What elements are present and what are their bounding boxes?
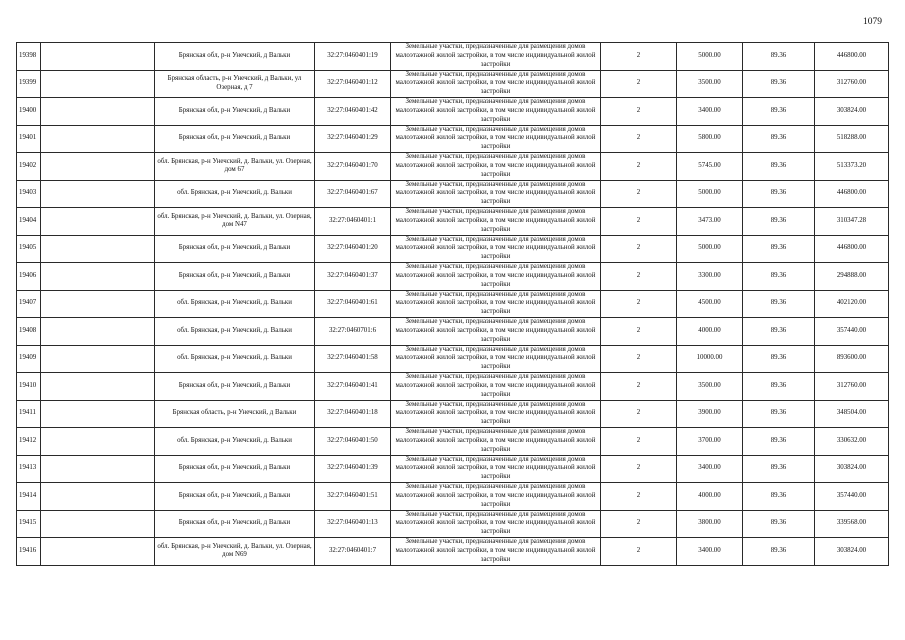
table-row: [17, 180, 889, 208]
record-number: 19405: [17, 235, 41, 263]
area-value: 5000.00: [677, 43, 743, 71]
empty-cell: [41, 483, 155, 511]
rate-value: 89.36: [743, 153, 815, 181]
record-number: 19411: [17, 400, 41, 428]
area-value: 5745.00: [677, 153, 743, 181]
record-number: 19400: [17, 98, 41, 126]
area-value: 3400.00: [677, 455, 743, 483]
land-use-type: Земельные участки, предназначенные для размещения домов малоэтажной жилой застройки, в том числе индивидуальной жилой застройки: [391, 428, 601, 456]
cadastral-value: 310347.28: [815, 208, 889, 236]
area-value: 10000.00: [677, 345, 743, 373]
area-value: 5000.00: [677, 180, 743, 208]
cadastral-value: 330632.00: [815, 428, 889, 456]
area-value: 3300.00: [677, 263, 743, 291]
land-use-type: Земельные участки, предназначенные для размещения домов малоэтажной жилой застройки, в том числе индивидуальной жилой застройки: [391, 318, 601, 346]
land-use-type: Земельные участки, предназначенные для размещения домов малоэтажной жилой застройки, в том числе индивидуальной жилой застройки: [391, 290, 601, 318]
category-code: 2: [601, 455, 677, 483]
land-use-type: Земельные участки, предназначенные для размещения домов малоэтажной жилой застройки, в том числе индивидуальной жилой застройки: [391, 125, 601, 153]
rate-value: 89.36: [743, 455, 815, 483]
category-code: 2: [601, 208, 677, 236]
land-use-type: Земельные участки, предназначенные для размещения домов малоэтажной жилой застройки, в том числе индивидуальной жилой застройки: [391, 483, 601, 511]
cadastral-value: 446800.00: [815, 180, 889, 208]
category-code: 2: [601, 98, 677, 126]
table-row: [17, 98, 889, 126]
page-number: 1079: [863, 17, 882, 27]
table-row: [17, 290, 889, 318]
empty-cell: [41, 235, 155, 263]
category-code: 2: [601, 263, 677, 291]
rate-value: 89.36: [743, 235, 815, 263]
empty-cell: [41, 98, 155, 126]
record-number: 19408: [17, 318, 41, 346]
land-use-type: Земельные участки, предназначенные для размещения домов малоэтажной жилой застройки, в том числе индивидуальной жилой застройки: [391, 345, 601, 373]
cadastral-number: 32:27:0460401:18: [315, 400, 391, 428]
table-row: [17, 345, 889, 373]
address-cell: обл. Брянская, р-н Унечский, д. Вальки: [155, 318, 315, 346]
record-number: 19413: [17, 455, 41, 483]
table-row: [17, 373, 889, 401]
category-code: 2: [601, 180, 677, 208]
rate-value: 89.36: [743, 428, 815, 456]
rate-value: 89.36: [743, 263, 815, 291]
category-code: 2: [601, 43, 677, 71]
rate-value: 89.36: [743, 180, 815, 208]
category-code: 2: [601, 153, 677, 181]
empty-cell: [41, 318, 155, 346]
category-code: 2: [601, 373, 677, 401]
record-number: 19415: [17, 510, 41, 538]
empty-cell: [41, 428, 155, 456]
cadastral-number: 32:27:0460401:67: [315, 180, 391, 208]
table-row: [17, 70, 889, 98]
cadastral-number: 32:27:0460401:19: [315, 43, 391, 71]
land-use-type: Земельные участки, предназначенные для размещения домов малоэтажной жилой застройки, в том числе индивидуальной жилой застройки: [391, 538, 601, 566]
cadastral-value: 446800.00: [815, 235, 889, 263]
cadastral-value: 312760.00: [815, 373, 889, 401]
cadastral-number: 32:27:0460401:50: [315, 428, 391, 456]
rate-value: 89.36: [743, 318, 815, 346]
record-number: 19412: [17, 428, 41, 456]
cadastral-number: 32:27:0460401:7: [315, 538, 391, 566]
rate-value: 89.36: [743, 290, 815, 318]
cadastral-value: 339568.00: [815, 510, 889, 538]
address-cell: обл. Брянская, р-н Унечский, д. Вальки, ул. Озерная, дом N69: [155, 538, 315, 566]
category-code: 2: [601, 400, 677, 428]
table-row: [17, 428, 889, 456]
rate-value: 89.36: [743, 373, 815, 401]
record-number: 19416: [17, 538, 41, 566]
address-cell: обл. Брянская, р-н Унечский, д. Вальки: [155, 428, 315, 456]
land-use-type: Земельные участки, предназначенные для размещения домов малоэтажной жилой застройки, в том числе индивидуальной жилой застройки: [391, 180, 601, 208]
empty-cell: [41, 125, 155, 153]
cadastral-number: 32:27:0460401:37: [315, 263, 391, 291]
area-value: 3500.00: [677, 373, 743, 401]
empty-cell: [41, 70, 155, 98]
empty-cell: [41, 290, 155, 318]
record-number: 19409: [17, 345, 41, 373]
land-use-type: Земельные участки, предназначенные для размещения домов малоэтажной жилой застройки, в том числе индивидуальной жилой застройки: [391, 510, 601, 538]
land-use-type: Земельные участки, предназначенные для размещения домов малоэтажной жилой застройки, в том числе индивидуальной жилой застройки: [391, 98, 601, 126]
land-use-type: Земельные участки, предназначенные для размещения домов малоэтажной жилой застройки, в том числе индивидуальной жилой застройки: [391, 70, 601, 98]
cadastral-number: 32:27:0460401:61: [315, 290, 391, 318]
land-use-type: Земельные участки, предназначенные для размещения домов малоэтажной жилой застройки, в том числе индивидуальной жилой застройки: [391, 455, 601, 483]
record-number: 19402: [17, 153, 41, 181]
table-row: [17, 235, 889, 263]
empty-cell: [41, 345, 155, 373]
empty-cell: [41, 43, 155, 71]
land-use-type: Земельные участки, предназначенные для размещения домов малоэтажной жилой застройки, в том числе индивидуальной жилой застройки: [391, 400, 601, 428]
cadastral-value: 446800.00: [815, 43, 889, 71]
rate-value: 89.36: [743, 70, 815, 98]
area-value: 4000.00: [677, 318, 743, 346]
cadastral-value: 357440.00: [815, 318, 889, 346]
empty-cell: [41, 263, 155, 291]
cadastral-value: 357440.00: [815, 483, 889, 511]
rate-value: 89.36: [743, 345, 815, 373]
record-number: 19398: [17, 43, 41, 71]
table-row: [17, 538, 889, 566]
address-cell: обл. Брянская, р-н Унечский, д. Вальки: [155, 345, 315, 373]
table-row: [17, 125, 889, 153]
cadastral-value: 518288.00: [815, 125, 889, 153]
area-value: 5800.00: [677, 125, 743, 153]
category-code: 2: [601, 428, 677, 456]
table-row: [17, 43, 889, 71]
rate-value: 89.36: [743, 125, 815, 153]
record-number: 19407: [17, 290, 41, 318]
category-code: 2: [601, 510, 677, 538]
cadastral-value: 312760.00: [815, 70, 889, 98]
address-cell: обл. Брянская, р-н Унечский, д. Вальки, ул. Озерная, дом N47: [155, 208, 315, 236]
area-value: 3700.00: [677, 428, 743, 456]
address-cell: Брянская обл, р-н Унечский, д Вальки: [155, 455, 315, 483]
category-code: 2: [601, 345, 677, 373]
empty-cell: [41, 153, 155, 181]
cadastral-number: 32:27:0460401:70: [315, 153, 391, 181]
address-cell: обл. Брянская, р-н Унечский, д. Вальки: [155, 290, 315, 318]
cadastral-number: 32:27:0460401:39: [315, 455, 391, 483]
cadastral-number: 32:27:0460401:1: [315, 208, 391, 236]
land-use-type: Земельные участки, предназначенные для размещения домов малоэтажной жилой застройки, в том числе индивидуальной жилой застройки: [391, 208, 601, 236]
cadastral-value: 303824.00: [815, 98, 889, 126]
cadastral-number: 32:27:0460401:12: [315, 70, 391, 98]
cadastral-number: 32:27:0460401:58: [315, 345, 391, 373]
cadastral-number: 32:27:0460401:41: [315, 373, 391, 401]
table-row: [17, 208, 889, 236]
record-number: 19406: [17, 263, 41, 291]
cadastral-value: 893600.00: [815, 345, 889, 373]
address-cell: Брянская обл, р-н Унечский, д Вальки: [155, 235, 315, 263]
table-row: [17, 455, 889, 483]
address-cell: Брянская обл, р-н Унечский, д Вальки: [155, 483, 315, 511]
record-number: 19404: [17, 208, 41, 236]
cadastral-number: 32:27:0460701:6: [315, 318, 391, 346]
table-row: [17, 510, 889, 538]
table-row: [17, 318, 889, 346]
area-value: 5000.00: [677, 235, 743, 263]
cadastral-value: 402120.00: [815, 290, 889, 318]
area-value: 3800.00: [677, 510, 743, 538]
cadastral-number: 32:27:0460401:51: [315, 483, 391, 511]
empty-cell: [41, 400, 155, 428]
address-cell: Брянская обл, р-н Унечский, д Вальки: [155, 373, 315, 401]
rate-value: 89.36: [743, 43, 815, 71]
cadastral-value: 348504.00: [815, 400, 889, 428]
cadastral-value: 303824.00: [815, 538, 889, 566]
rate-value: 89.36: [743, 400, 815, 428]
land-use-type: Земельные участки, предназначенные для размещения домов малоэтажной жилой застройки, в том числе индивидуальной жилой застройки: [391, 263, 601, 291]
table-row: [17, 483, 889, 511]
empty-cell: [41, 180, 155, 208]
address-cell: обл. Брянская, р-н Унечский, д. Вальки: [155, 180, 315, 208]
area-value: 3473.00: [677, 208, 743, 236]
category-code: 2: [601, 538, 677, 566]
rate-value: 89.36: [743, 98, 815, 126]
address-cell: Брянская обл, р-н Унечский, д Вальки: [155, 98, 315, 126]
address-cell: Брянская обл, р-н Унечский, д Вальки: [155, 43, 315, 71]
rate-value: 89.36: [743, 483, 815, 511]
category-code: 2: [601, 318, 677, 346]
record-number: 19401: [17, 125, 41, 153]
rate-value: 89.36: [743, 510, 815, 538]
cadastral-number: 32:27:0460401:13: [315, 510, 391, 538]
land-use-type: Земельные участки, предназначенные для размещения домов малоэтажной жилой застройки, в том числе индивидуальной жилой застройки: [391, 43, 601, 71]
cadastral-value: 294888.00: [815, 263, 889, 291]
table-row: [17, 153, 889, 181]
empty-cell: [41, 208, 155, 236]
category-code: 2: [601, 125, 677, 153]
address-cell: Брянская обл, р-н Унечский, д Вальки: [155, 125, 315, 153]
empty-cell: [41, 538, 155, 566]
address-cell: Брянская обл, р-н Унечский, д Вальки: [155, 510, 315, 538]
category-code: 2: [601, 290, 677, 318]
record-number: 19410: [17, 373, 41, 401]
address-cell: Брянская обл, р-н Унечский, д Вальки: [155, 263, 315, 291]
land-use-type: Земельные участки, предназначенные для размещения домов малоэтажной жилой застройки, в том числе индивидуальной жилой застройки: [391, 235, 601, 263]
record-number: 19399: [17, 70, 41, 98]
cadastral-value: 513373.20: [815, 153, 889, 181]
area-value: 3400.00: [677, 538, 743, 566]
area-value: 3400.00: [677, 98, 743, 126]
category-code: 2: [601, 70, 677, 98]
category-code: 2: [601, 483, 677, 511]
record-number: 19414: [17, 483, 41, 511]
cadastral-number: 32:27:0460401:42: [315, 98, 391, 126]
address-cell: Брянская область, р-н Унечский, д Вальки, ул Озерная, д 7: [155, 70, 315, 98]
record-number: 19403: [17, 180, 41, 208]
table-row: [17, 263, 889, 291]
cadastral-value: 303824.00: [815, 455, 889, 483]
rate-value: 89.36: [743, 538, 815, 566]
rate-value: 89.36: [743, 208, 815, 236]
area-value: 4000.00: [677, 483, 743, 511]
category-code: 2: [601, 235, 677, 263]
cadastral-number: 32:27:0460401:29: [315, 125, 391, 153]
registry-table: [16, 42, 889, 566]
area-value: 3500.00: [677, 70, 743, 98]
address-cell: Брянская область, р-н Унечский, д Вальки: [155, 400, 315, 428]
area-value: 4500.00: [677, 290, 743, 318]
table-row: [17, 400, 889, 428]
area-value: 3900.00: [677, 400, 743, 428]
empty-cell: [41, 455, 155, 483]
address-cell: обл. Брянская, р-н Унечский, д. Вальки, ул. Озерная, дом 67: [155, 153, 315, 181]
land-use-type: Земельные участки, предназначенные для размещения домов малоэтажной жилой застройки, в том числе индивидуальной жилой застройки: [391, 153, 601, 181]
empty-cell: [41, 373, 155, 401]
cadastral-number: 32:27:0460401:20: [315, 235, 391, 263]
table-body: [17, 43, 889, 566]
land-use-type: Земельные участки, предназначенные для размещения домов малоэтажной жилой застройки, в том числе индивидуальной жилой застройки: [391, 373, 601, 401]
empty-cell: [41, 510, 155, 538]
